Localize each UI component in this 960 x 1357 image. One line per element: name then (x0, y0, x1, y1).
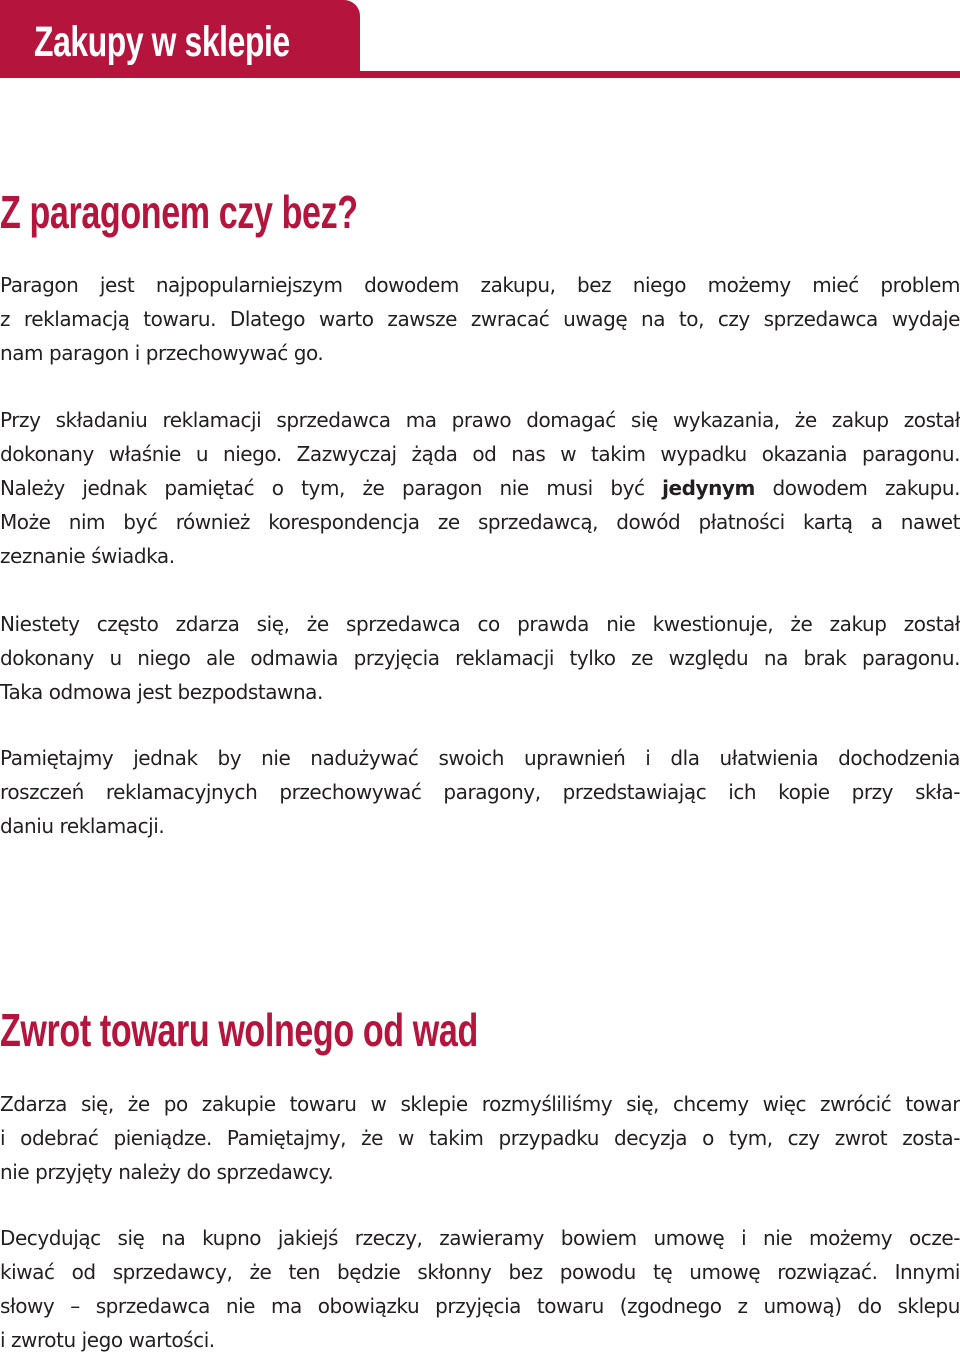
page-title: Zakupy w sklepie (34, 18, 290, 66)
paragraph-umowa (0, 1221, 960, 1357)
text-line: Niestety często zdarza się, że sprzedawca co prawda nie kwestionuje, że zakup został (0, 612, 960, 636)
text-segment: Należy jednak pamiętać o tym, że paragon nie musi być (0, 476, 663, 500)
text-segment: dowodem zakupu. (754, 476, 960, 500)
emphasis-text: jedynym (662, 476, 755, 500)
header-rule (0, 71, 960, 78)
text-line: nie przyjęty należy do sprzedawcy. (0, 1160, 334, 1184)
paragraph-reklamacja (0, 403, 960, 573)
text-line: Decydując się na kupno jakiejś rzeczy, zawieramy bowiem umowę i nie możemy ocze- (0, 1226, 960, 1250)
text-line: roszczeń reklamacyjnych przechowywać paragony, przedstawiając ich kopie przy skła- (0, 780, 960, 804)
text-line: zeznanie świadka. (0, 544, 175, 568)
text-line: kiwać od sprzedawcy, że ten będzie skłonny bez powodu tę umowę rozwiązać. Innymi (0, 1260, 960, 1284)
text-line (0, 471, 960, 505)
paragraph-uprawnienia (0, 741, 960, 843)
text-line: Pamiętajmy jednak by nie nadużywać swoich uprawnień i dla ułatwienia dochodzenia (0, 746, 960, 770)
header-band (0, 0, 960, 78)
section-title-zwrot: Zwrot towaru wolnego od wad (0, 1004, 478, 1056)
text-line: Może nim być również korespondencja ze sprzedawcą, dowód płatności kartą a nawet (0, 510, 960, 534)
paragraph-odmowa (0, 607, 960, 709)
text-line: Taka odmowa jest bezpodstawna. (0, 680, 323, 704)
text-line: i zwrotu jego wartości. (0, 1328, 215, 1352)
section-title-paragon: Z paragonem czy bez? (0, 186, 358, 238)
text-line: dokonany właśnie u niego. Zazwyczaj żąda od nas w takim wypadku okazania paragonu. (0, 442, 960, 466)
text-line: dokonany u niego ale odmawia przyjęcia reklamacji tylko ze względu na brak paragonu. (0, 646, 960, 670)
paragraph-paragon-intro (0, 268, 960, 370)
text-line: daniu reklamacji. (0, 814, 165, 838)
text-line: Paragon jest najpopularniejszym dowodem zakupu, bez niego możemy mieć problem (0, 273, 960, 297)
text-line: nam paragon i przechowywać go. (0, 341, 324, 365)
text-line: z reklamacją towaru. Dlatego warto zawsze zwracać uwagę na to, czy sprzedawca wydaje (0, 307, 960, 331)
text-line: Zdarza się, że po zakupie towaru w sklepie rozmyśliliśmy się, chcemy więc zwrócić towar (0, 1092, 960, 1116)
text-line: słowy – sprzedawca nie ma obowiązku przyjęcia towaru (zgodnego z umową) do sklepu (0, 1294, 960, 1318)
text-line: i odebrać pieniądze. Pamiętajmy, że w takim przypadku decyzja o tym, czy zwrot zosta- (0, 1126, 960, 1150)
paragraph-zwrot-intro (0, 1087, 960, 1189)
text-line: Przy składaniu reklamacji sprzedawca ma prawo domagać się wykazania, że zakup został (0, 408, 960, 432)
